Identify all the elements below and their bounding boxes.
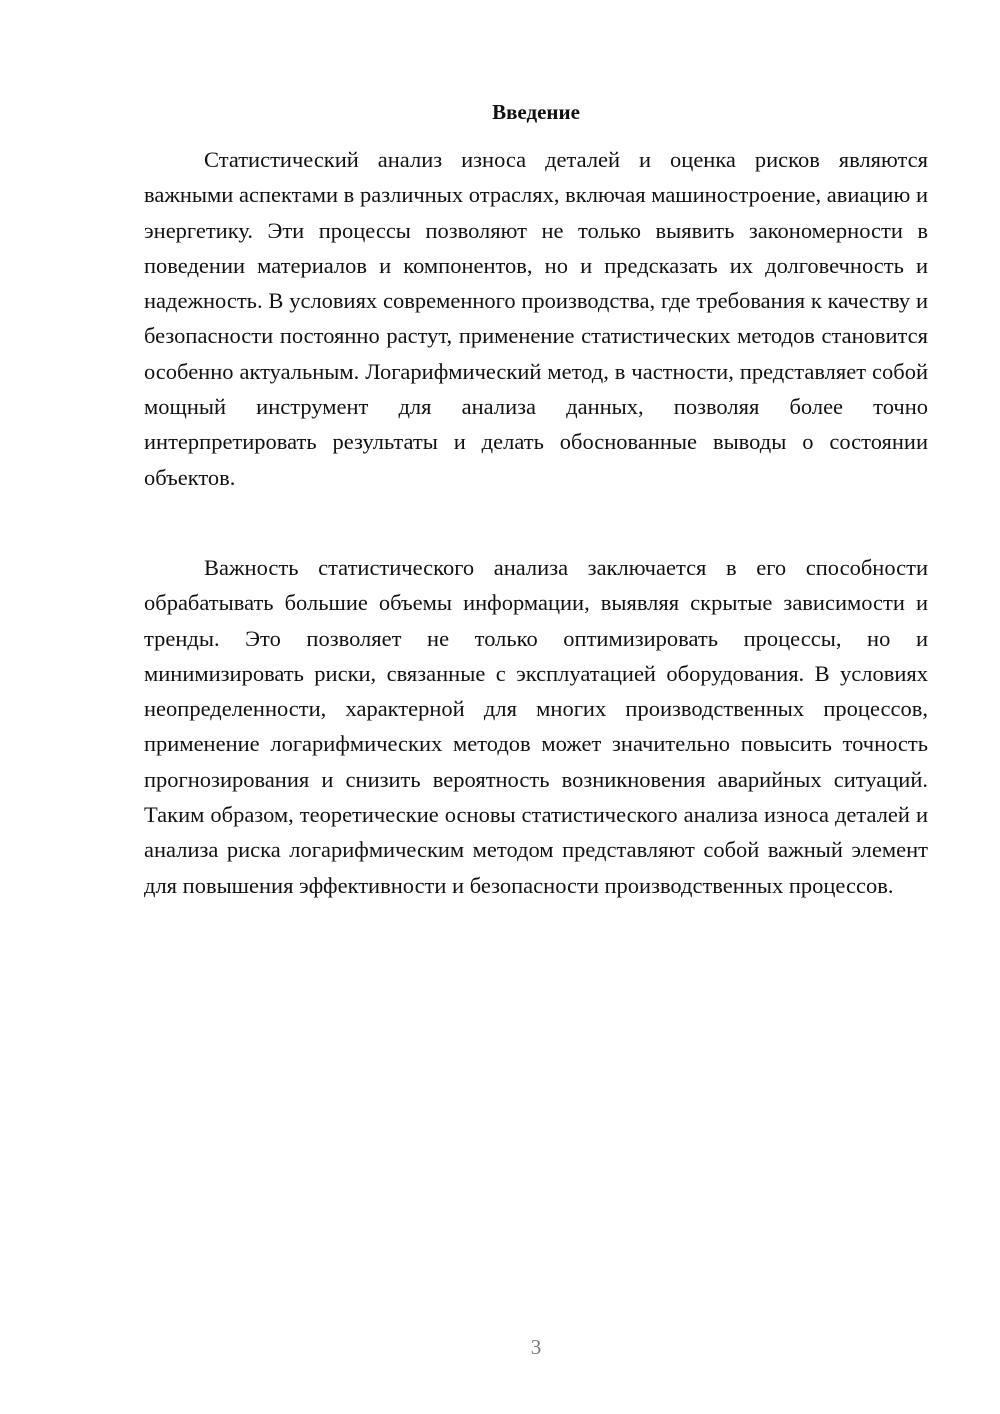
section-title: Введение	[492, 100, 580, 124]
page-number: 3	[530, 1335, 542, 1359]
paragraph-2-container	[144, 550, 928, 903]
paragraph-2: Важность статистического анализа заключается в его способности обрабатывать большие объемы информации, выявляя скрытые зависимости и тренды. Это позволяет не только оптимизировать процессы, но и минимизировать риски, связанные с эксплуатацией оборудования. В условиях неопределенности, характерной для многих производственных процессов, применение логарифмических методов может значительно повысить точность прогнозирования и снизить вероятность возникновения аварийных ситуаций. Таким образом, теоретические основы статистического анализа износа деталей и анализа риска логарифмическим методом представляют собой важный элемент для повышения эффективности и безопасности производственных процессов.	[144, 555, 928, 898]
paragraph-1: Статистический анализ износа деталей и оценка рисков являются важными аспектами в различных отраслях, включая машиностроение, авиацию и энергетику. Эти процессы позволяют не только выявить закономерности в поведении материалов и компонентов, но и предсказать их долговечность и надежность. В условиях современного производства, где требования к качеству и безопасности постоянно растут, применение статистических методов становится особенно актуальным. Логарифмический метод, в частности, представляет собой мощный инструмент для анализа данных, позволяя более точно интерпретировать результаты и делать обоснованные выводы о состоянии объектов.	[144, 147, 928, 490]
paragraph-1-container	[144, 142, 928, 495]
